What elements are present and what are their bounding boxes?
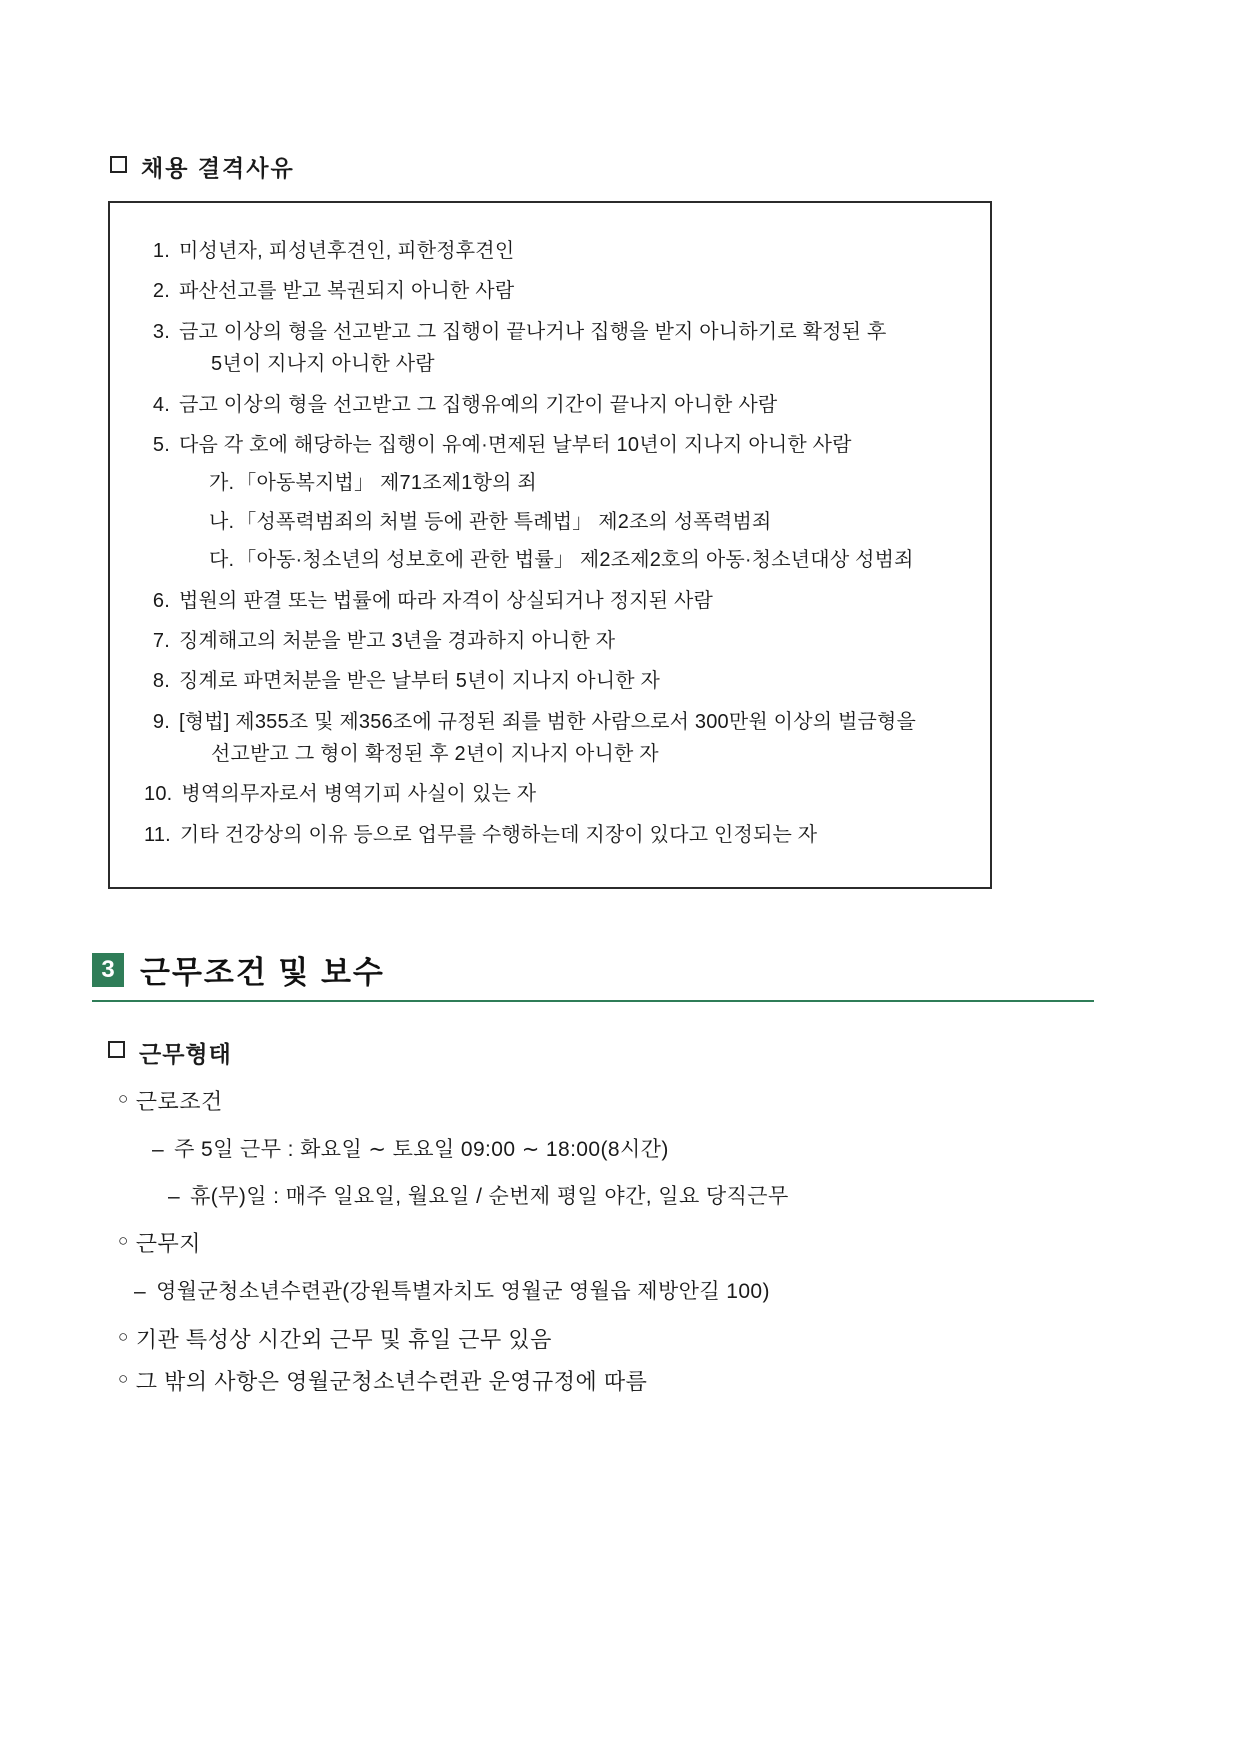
list-item-text — [179, 429, 956, 577]
work-line — [118, 1321, 1140, 1360]
list-item-text: 징계로 파면처분을 받은 날부터 5년이 지나지 아니한 자 — [179, 670, 661, 693]
circle-bullet-icon: ○ — [118, 1326, 129, 1346]
work-line — [168, 1179, 1140, 1216]
list-item-text: 징계해고의 처분을 받고 3년을 경과하지 아니한 자 — [179, 629, 616, 652]
dash-bullet-icon: – — [168, 1184, 181, 1208]
sub-list-item-label: 다. — [209, 549, 235, 572]
sub-list-item — [209, 506, 956, 538]
work-line-text: 영월군청소년수련관(강원특별자치도 영월군 영월읍 제방안길 100) — [156, 1279, 770, 1303]
work-line — [118, 1083, 1140, 1122]
list-item-number: 7. — [152, 629, 170, 652]
list-item-text: 기타 건강상의 이유 등으로 업무를 수행하는데 지장이 있다고 인정되는 자 — [179, 823, 818, 846]
disqualification-box — [108, 201, 992, 889]
list-item-text — [179, 706, 956, 771]
list-item — [144, 235, 956, 267]
list-item-number: 11. — [144, 823, 171, 846]
list-item-number: 9. — [152, 710, 170, 733]
list-item — [144, 389, 956, 421]
list-item — [144, 429, 956, 577]
work-line — [118, 1225, 1140, 1264]
list-item-text: 금고 이상의 형을 선고받고 그 집행유예의 기간이 끝나지 아니한 사람 — [179, 393, 778, 416]
list-item-number: 3. — [152, 320, 170, 343]
list-item — [144, 585, 956, 617]
list-item-number: 1. — [152, 240, 170, 262]
list-item-line1: [형법] 제355조 및 제356조에 규정된 죄를 범한 사람으로서 300만원 이상의 벌금형을 — [179, 710, 917, 733]
circle-bullet-icon: ○ — [118, 1089, 129, 1109]
list-item-text: 병역의무자로서 병역기피 사실이 있는 자 — [181, 783, 537, 806]
sub-list-item — [209, 544, 956, 576]
section-title-rule — [92, 1000, 1094, 1002]
list-item-number: 6. — [152, 589, 170, 612]
work-line-text: 근로조건 — [135, 1089, 223, 1115]
work-line — [152, 1132, 1140, 1169]
disqualification-heading — [110, 150, 1140, 183]
sub-list-item-text: 「아동복지법」 제71조제1항의 죄 — [236, 472, 537, 495]
disqualification-heading-label: 채용 결격사유 — [141, 155, 295, 181]
section-number-chip: 3 — [92, 953, 124, 987]
list-item-line1: 다음 각 호에 해당하는 집행이 유예·면제된 날부터 10년이 지나지 아니한 사람 — [179, 433, 852, 456]
sub-list-item-text: 「성폭력범죄의 처벌 등에 관한 특례법」 제2조의 성폭력범죄 — [236, 510, 772, 533]
work-line — [118, 1363, 1140, 1402]
circle-bullet-icon: ○ — [118, 1369, 129, 1388]
list-item-number: 2. — [152, 280, 170, 303]
list-item-number: 5. — [152, 433, 170, 456]
list-item-line2: 5년이 지나지 아니한 사람 — [211, 353, 435, 376]
work-line-text: 휴(무)일 : 매주 일요일, 월요일 / 순번제 평일 야간, 일요 당직근무 — [190, 1184, 789, 1208]
list-item-text — [179, 316, 956, 381]
work-line-text: 주 5일 근무 : 화요일 ∼ 토요일 09:00 ∼ 18:00(8시간) — [174, 1137, 669, 1161]
square-bullet-icon — [110, 156, 127, 173]
square-bullet-icon — [108, 1041, 125, 1058]
list-item — [144, 275, 956, 307]
disqualification-list — [144, 235, 956, 851]
list-item — [144, 665, 956, 697]
dash-bullet-icon: – — [134, 1279, 147, 1303]
list-item-text: 법원의 판결 또는 법률에 따라 자격이 상실되거나 정지된 사람 — [179, 589, 714, 612]
sub-list-item-label: 나. — [209, 510, 235, 533]
list-item-text: 파산선고를 받고 복권되지 아니한 사람 — [179, 280, 515, 303]
circle-bullet-icon: ○ — [118, 1231, 129, 1251]
work-section-title — [92, 947, 1140, 992]
work-type-heading-label: 근무형태 — [139, 1041, 232, 1068]
list-item — [144, 819, 956, 851]
work-line-text: 기관 특성상 시간외 근무 및 휴일 근무 있음 — [135, 1326, 552, 1352]
sub-list-item — [209, 467, 956, 499]
dash-bullet-icon: – — [152, 1137, 165, 1161]
work-line — [134, 1274, 1140, 1311]
list-item-number: 8. — [152, 670, 170, 693]
section-title-label: 근무조건 및 보수 — [140, 955, 385, 991]
work-type-heading — [108, 1036, 1140, 1069]
list-item-line2: 선고받고 그 형이 확정된 후 2년이 지나지 아니한 자 — [211, 743, 659, 766]
sub-list-item-label: 가. — [209, 472, 235, 495]
list-item-text: 미성년자, 피성년후견인, 피한정후견인 — [179, 240, 515, 262]
list-item-number: 4. — [152, 393, 170, 416]
list-item — [144, 625, 956, 657]
sub-list — [179, 467, 956, 576]
sub-list-item-text: 「아동·청소년의 성보호에 관한 법률」 제2조제2호의 아동·청소년대상 성범죄 — [236, 549, 914, 572]
list-item — [144, 316, 956, 381]
list-item — [144, 778, 956, 810]
list-item — [144, 706, 956, 771]
list-item-line1: 금고 이상의 형을 선고받고 그 집행이 끝나거나 집행을 받지 아니하기로 확정된 후 — [179, 320, 887, 343]
list-item-number: 10. — [144, 783, 173, 806]
work-line-text: 그 밖의 사항은 영월군청소년수련관 운영규정에 따름 — [135, 1369, 648, 1394]
work-line-text: 근무지 — [135, 1231, 202, 1257]
